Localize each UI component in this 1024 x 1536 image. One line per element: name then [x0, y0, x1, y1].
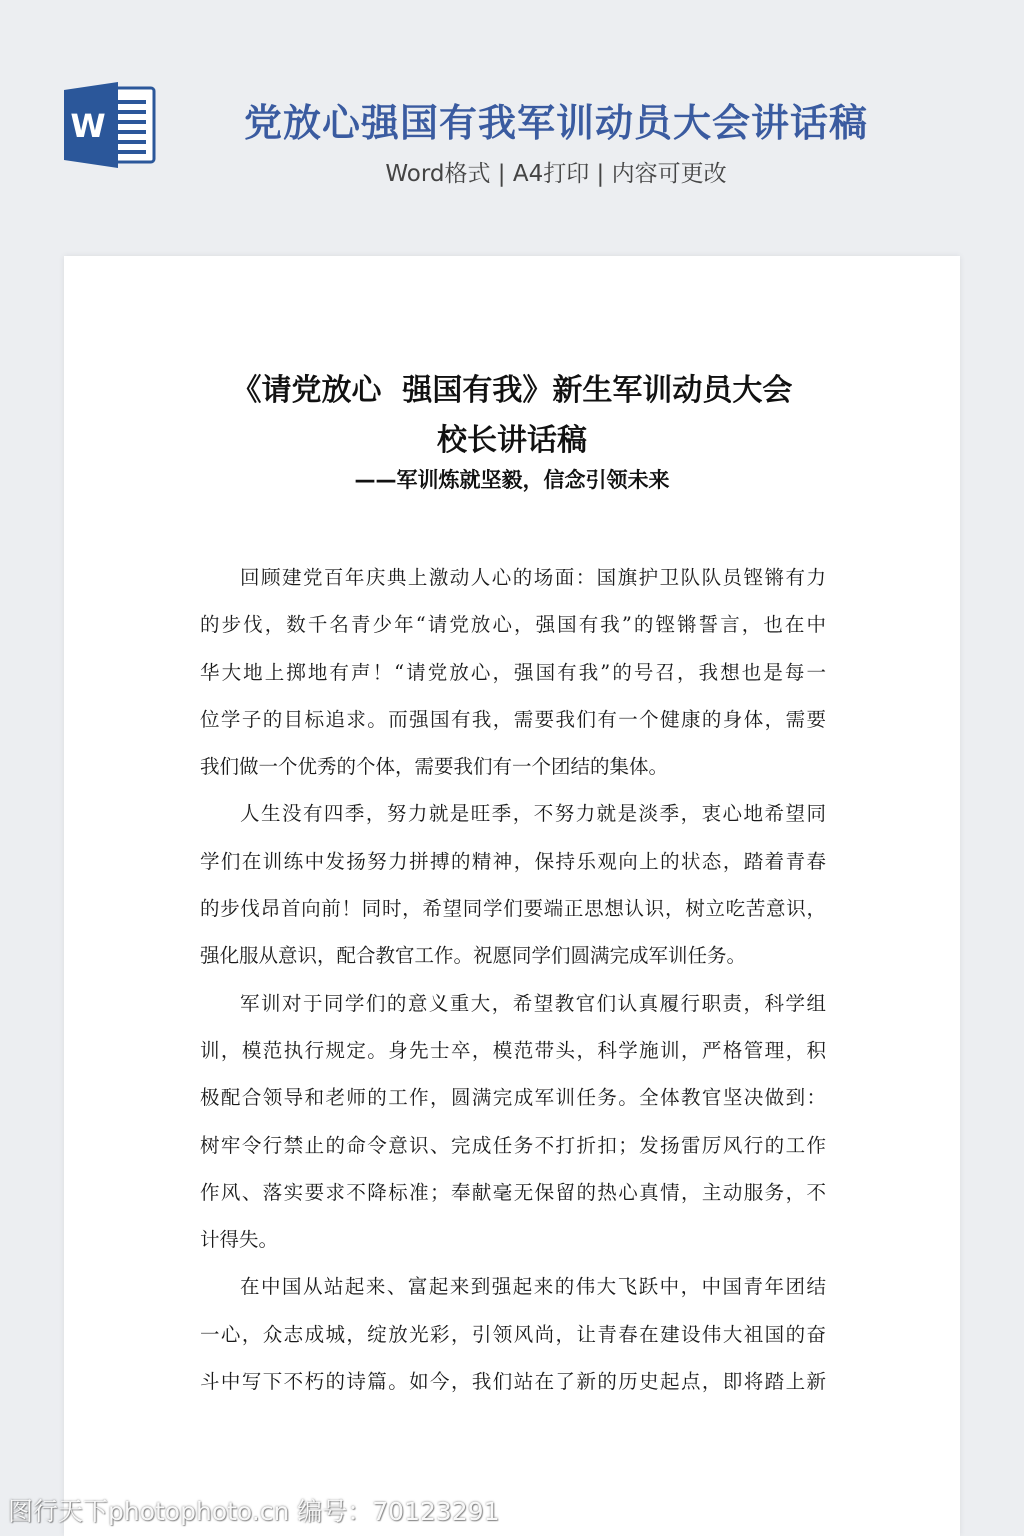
watermark: 图行天下photophoto.cn 编号：70123291	[8, 1497, 500, 1526]
paragraph-line: 军训对于同学们的意义重大，希望教官们认真履行职责，科学组	[240, 991, 826, 1015]
document-title-line1: 《请党放心 强国有我》新生军训动员大会	[231, 373, 793, 408]
paragraph-line: 在中国从站起来、富起来到强起来的伟大飞跃中，中国青年团结	[240, 1275, 826, 1299]
paragraph-line: 斗中写下不朽的诗篇。如今，我们站在了新的历史起点，即将踏上新	[200, 1370, 826, 1394]
document-subtitle: ——军训炼就坚毅，信念引领未来	[354, 468, 670, 492]
document-page	[64, 256, 960, 1536]
paragraph-line: 训，模范执行规定。身先士卒，模范带头，科学施训，严格管理，积	[200, 1038, 826, 1062]
paragraph-line: 我们做一个优秀的个体，需要我们有一个团结的集体。	[200, 755, 669, 779]
paragraph-line: 极配合领导和老师的工作，圆满完成军训任务。全体教官坚决做到：	[200, 1086, 826, 1110]
document-body	[200, 554, 826, 1405]
header-banner	[0, 0, 1024, 256]
paragraph-line: 计得失。	[200, 1228, 279, 1252]
paragraph-line: 一心，众志成城，绽放光彩，引领风尚，让青春在建设伟大祖国的奋	[200, 1322, 826, 1346]
paragraph-line: 树牢令行禁止的命令意识、完成任务不打折扣；发扬雷厉风行的工作	[200, 1133, 826, 1157]
paragraph-line: 强化服从意识，配合教官工作。祝愿同学们圆满完成军训任务。	[200, 944, 747, 968]
page-title: 党放心强国有我军训动员大会讲话稿	[243, 101, 868, 145]
paragraph	[200, 980, 826, 1264]
paragraph-line: 人生没有四季，努力就是旺季，不努力就是淡季，衷心地希望同	[240, 802, 826, 826]
paragraph-line: 学们在训练中发扬努力拼搏的精神，保持乐观向上的状态，踏着青春	[200, 849, 826, 873]
word-doc-icon	[64, 82, 156, 168]
paragraph	[200, 554, 826, 790]
paragraph-line: 作风、落实要求不降标准；奉献毫无保留的热心真情，主动服务，不	[200, 1180, 826, 1204]
svg-text:W: W	[70, 107, 106, 145]
paragraph-line: 的步伐，数千名青少年“请党放心，强国有我”的铿锵誓言，也在中	[200, 613, 826, 637]
paragraph-line: 华大地上掷地有声！“请党放心，强国有我”的号召，我想也是每一	[200, 660, 826, 684]
document-title-line2: 校长讲话稿	[437, 423, 587, 458]
paragraph-line: 的步伐昂首向前！同时，希望同学们要端正思想认识，树立吃苦意识，	[200, 897, 826, 921]
paragraph	[200, 790, 826, 979]
paragraph-line: 回顾建党百年庆典上激动人心的场面：国旗护卫队队员铿锵有力	[240, 566, 826, 589]
paragraph	[200, 1263, 826, 1405]
paragraph-line: 位学子的目标追求。而强国有我，需要我们有一个健康的身体，需要	[200, 707, 826, 731]
document-title	[64, 366, 960, 466]
page-subtitle: Word格式 | A4打印 | 内容可更改	[385, 161, 727, 187]
